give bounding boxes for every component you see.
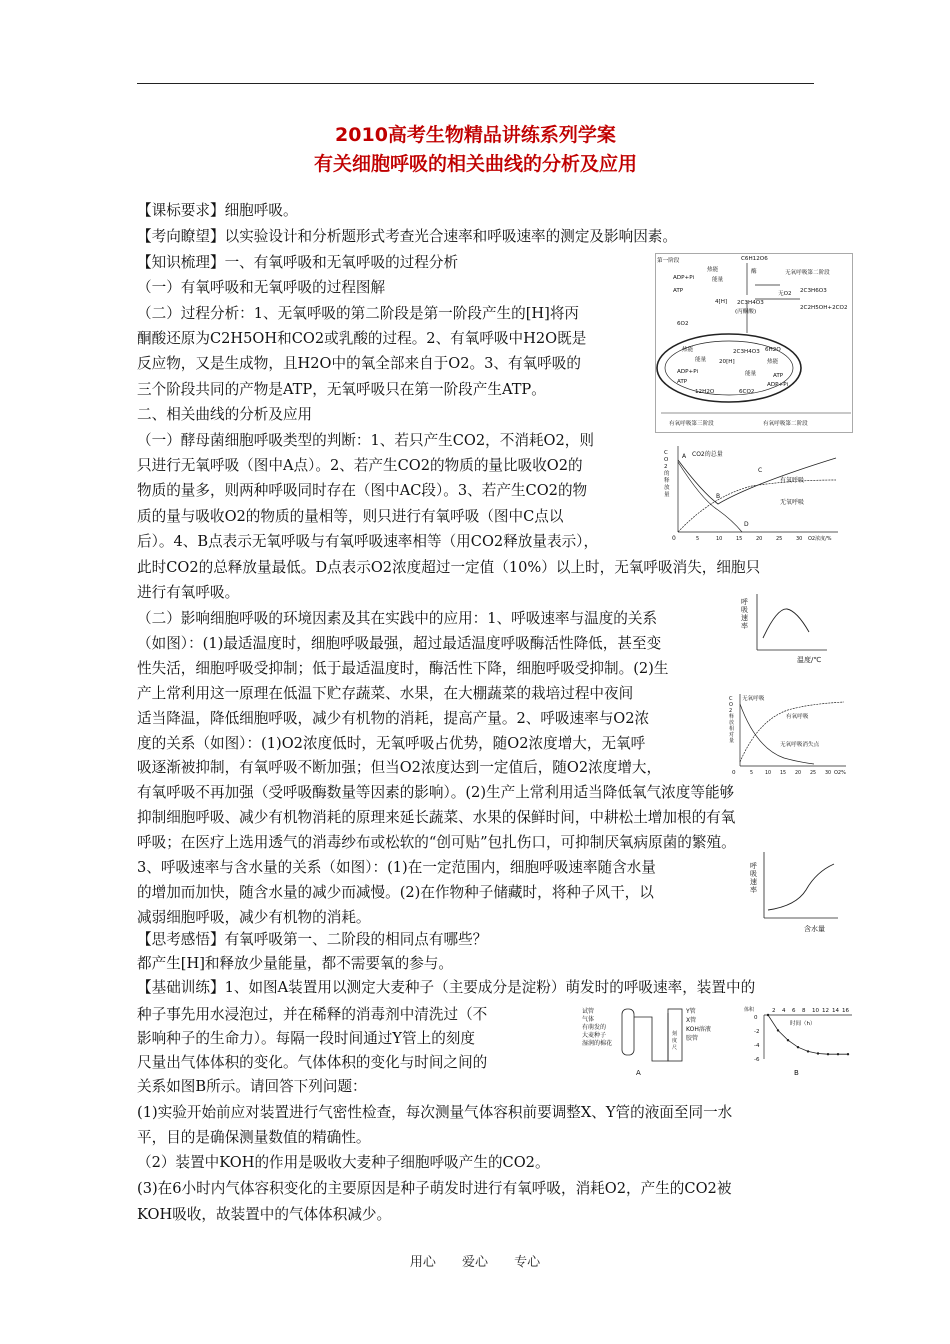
tubing — [634, 1013, 668, 1061]
fig5-xlabel: 含水量 — [804, 925, 825, 933]
fig4-ylabel-char: 放 — [729, 720, 735, 726]
x-tick: 5 — [750, 771, 754, 776]
text-line: （2）装置中KOH的作用是吸收大麦种子细胞呼吸产生的CO2。 — [137, 1154, 550, 1171]
page-footer: 用心 爱心 专心 — [409, 1255, 541, 1270]
x-tick: 15 — [780, 771, 787, 776]
fig1-pyruvate: 2C3H4O3 — [737, 300, 764, 306]
fig-a-label: A — [636, 1069, 641, 1077]
text-line: 种子事先用水浸泡过，并在稀释的消毒剂中清洗过（不 — [137, 1006, 488, 1023]
co2-release-curve-figure — [662, 440, 856, 545]
text-line: （一）有氧呼吸和无氧呼吸的过程图解 — [137, 279, 386, 296]
text-line: 尺量出气体体积的变化。气体体积的变化与时间之间的 — [137, 1054, 488, 1071]
x-tick: 4 — [782, 1008, 786, 1014]
svg-text:率: 率 — [741, 622, 748, 630]
x-tick: 20 — [756, 536, 763, 542]
text-line: 【课标要求】细胞呼吸。 — [137, 202, 298, 219]
temperature-curve-figure — [735, 590, 830, 668]
fig1-energy3: 能量 — [745, 371, 757, 377]
anaerobic-end-label: 无氧呼吸消失点 — [780, 742, 820, 748]
x-tick: 15 — [736, 536, 743, 542]
xlabel: O2浓度/% — [808, 536, 832, 542]
x-tick: 10 — [716, 536, 723, 542]
svg-text:刻: 刻 — [672, 1031, 678, 1037]
fig1-atp: ATP — [673, 288, 684, 294]
text-line: 【思考感悟】有氧呼吸第一、二阶段的相同点有哪些？ — [137, 931, 488, 948]
origin: 0 — [672, 535, 676, 542]
fig1-glucose: C6H12O6 — [741, 256, 768, 262]
text-line: 三个阶段共同的产物是ATP，无氧呼吸只在第一阶段产生ATP。 — [137, 381, 546, 398]
text-line: （二）影响细胞呼吸的环境因素及其在实践中的应用：1、呼吸速率与温度的关系 — [137, 610, 658, 627]
svg-text:速: 速 — [750, 878, 757, 886]
fig1-energy2: 能量 — [695, 357, 707, 363]
y-tube-label: Y管 — [686, 1008, 696, 1015]
text-line: 度的关系（如图）：(1)O2浓度低时，无氧呼吸占优势，随O2浓度增大，无氧呼 — [137, 735, 646, 752]
fig4-ylabel-char: 量 — [729, 738, 735, 744]
fig2-ylabel-char: 2 — [664, 464, 668, 470]
xlabel: 时间（h） — [790, 1021, 816, 1027]
y-tick: 0 — [754, 1015, 758, 1021]
x-tick: 5 — [696, 536, 700, 542]
svg-text:体积: 体积 — [744, 1007, 755, 1013]
fig1-stage1: 第一阶段 — [657, 258, 680, 264]
svg-text:吸: 吸 — [750, 870, 757, 878]
koh-label: KOH溶液 — [686, 1026, 711, 1033]
seeds-label-2: 大麦种子 — [582, 1032, 607, 1039]
svg-text:度: 度 — [672, 1038, 678, 1044]
svg-text:率: 率 — [750, 886, 757, 894]
x-tick: 20 — [795, 771, 802, 776]
fig1-6o2: 6O2 — [677, 321, 689, 327]
total-label: CO2的总量 — [692, 451, 723, 458]
test-tube — [622, 1009, 634, 1055]
fig1-enzyme: 酶 — [751, 269, 757, 275]
text-line: (3)在6小时内气体容积变化的主要原因是种子萌发时进行有氧呼吸，消耗O2，产生的CO2被 — [137, 1180, 732, 1197]
text-line: (1)实验开始前应对装置进行气密性检查，每次测量气体容积前要调整X、Y管的液面至同一水 — [137, 1104, 733, 1121]
text-line: 的增加而加快，随含水量的减少而减慢。(2)在作物种子储藏时，将种子风干，以 — [137, 884, 654, 901]
origin: 0 — [732, 770, 736, 776]
water-content-curve — [768, 864, 834, 910]
x-tick: 8 — [802, 1008, 806, 1014]
fig2-ylabel-char: 的 — [664, 471, 670, 477]
svg-text:吸: 吸 — [741, 606, 748, 614]
svg-text:呼: 呼 — [750, 862, 757, 870]
text-line: 后）。4、B点表示无氧呼吸与有氧呼吸速率相等（用CO2释放量表示）， — [137, 533, 599, 550]
point-d: D — [744, 521, 749, 528]
text-line: 产上常利用这一原理在低温下贮存蔬菜、水果，在大棚蔬菜的栽培过程中夜间 — [137, 685, 634, 702]
text-line: 有氧呼吸不再加强（受呼吸酶数量等因素的影响）。(2)生产上常利用适当降低氧气浓度等能够 — [137, 784, 735, 801]
fig1-6h2o: 6H2O — [765, 347, 781, 353]
fig1-heat: 热能 — [707, 267, 719, 273]
x-tick: 12 — [822, 1008, 829, 1014]
gas-label: 气体 — [582, 1016, 595, 1023]
text-line: （二）过程分析：1、无氧呼吸的第二阶段是第一阶段产生的[H]将丙 — [137, 305, 580, 322]
fig4-ylabel-char: O — [729, 702, 733, 708]
text-line: 减弱细胞呼吸，减少有机物的消耗。 — [137, 909, 371, 926]
x-tick: 25 — [776, 536, 783, 542]
page-title: 2010高考生物精品讲练系列学案 — [335, 124, 616, 146]
text-line: 平，目的是确保测量数值的精确性。 — [137, 1129, 371, 1146]
header-rule — [137, 83, 814, 84]
fig2-ylabel-char: 放 — [664, 485, 670, 491]
text-line: 二、相关曲线的分析及应用 — [137, 406, 313, 423]
apparatus-and-chart-figure — [582, 1003, 857, 1078]
text-line: 质的量与吸收O2的物质的量相等，则只进行有氧呼吸（图中C点以 — [137, 508, 564, 525]
fig2-ylabel-char: 释 — [664, 478, 670, 484]
fig1-pyruvate-label: (丙酮酸) — [735, 309, 757, 315]
x-tick: 6 — [792, 1008, 796, 1014]
fig1-adp3: ADP+Pi — [767, 382, 788, 388]
fig1-stage3: 有氧呼吸第三阶段 — [669, 421, 714, 427]
fig1-anaerobic2: 无氧呼吸第二阶段 — [785, 270, 830, 276]
point-a: A — [682, 453, 687, 460]
x-tick: 14 — [832, 1008, 839, 1014]
anaerobic-label: 无氧呼吸 — [780, 499, 805, 506]
temperature-curve — [763, 609, 809, 638]
text-line: 【考向瞭望】以实验设计和分析题形式考查光合速率和呼吸速率的测定及影响因素。 — [137, 228, 677, 245]
text-line: 此时CO2的总释放量最低。D点表示O2浓度超过一定值（10%）以上时，无氧呼吸消失，细胞只 — [137, 559, 761, 576]
total-co2-curve — [678, 458, 836, 504]
fig4-ylabel-char: 2 — [729, 708, 733, 714]
x-tick: 16 — [842, 1008, 849, 1014]
fig1-heat3: 热能 — [767, 359, 779, 365]
svg-text:速: 速 — [741, 614, 748, 622]
point-c: C — [758, 467, 763, 474]
fig1-4h: 4[H] — [715, 299, 728, 305]
text-line: 【知识梳理】一、有氧呼吸和无氧呼吸的过程分析 — [137, 254, 459, 271]
fig1-6co2: 6CO2 — [739, 389, 755, 395]
fig1-atp2: ATP — [677, 379, 688, 385]
page-subtitle: 有关细胞呼吸的相关曲线的分析及应用 — [313, 153, 637, 175]
fig2-ylabel-char: O — [664, 457, 669, 463]
x-tick: 2 — [772, 1008, 776, 1014]
fig2-ylabel-char: 量 — [664, 492, 670, 498]
anaerobic-label: 无氧呼吸 — [742, 696, 765, 702]
text-line: 抑制细胞呼吸、减少有机物消耗的原理来延长蔬菜、水果的保鲜时间，中耕松土增加根的有氧 — [137, 809, 736, 826]
x-tick: 25 — [810, 771, 817, 776]
fig-b-label: B — [794, 1069, 799, 1077]
water-content-curve-figure — [746, 848, 842, 936]
fig1-ethanol: 2C2H5OH+2CO2 — [800, 305, 848, 311]
text-line: （如图）：(1)最适温度时，细胞呼吸最强，超过最适温度呼吸酶活性降低，甚至变 — [137, 635, 662, 652]
fig2-ylabel-char: C — [664, 450, 668, 456]
text-line: 只进行无氧呼吸（图中A点）。2、若产生CO2的物质的量比吸收O2的 — [137, 457, 583, 474]
text-line: 酮酸还原为C2H5OH和CO2或乳酸的过程。2、有氧呼吸中H2O既是 — [137, 330, 587, 347]
x-tube-label: X管 — [686, 1017, 697, 1024]
point-b: B — [716, 493, 721, 500]
text-line: 3、呼吸速率与含水量的关系（如图）：(1)在一定范围内，细胞呼吸速率随含水量 — [137, 859, 656, 876]
fig4-ylabel-char: 释 — [729, 714, 735, 720]
fig1-energy: 能量 — [712, 277, 724, 283]
text-line: （一）酵母菌细胞呼吸类型的判断：1、若只产生CO2，不消耗O2，则 — [137, 432, 594, 449]
aerobic-label: 有氧呼吸 — [786, 714, 809, 720]
text-line: 【基础训练】1、如图A装置用以测定大麦种子（主要成分是淀粉）萌发时的呼吸速率，装置中的 — [137, 979, 756, 996]
fig3-xlabel: 温度/℃ — [797, 656, 822, 664]
y-tick: -6 — [754, 1057, 760, 1063]
fig1-adp2: ADP+Pi — [677, 369, 698, 375]
text-line: 进行有氧呼吸。 — [137, 584, 240, 601]
x-tick: 30 — [796, 536, 803, 542]
fig4-ylabel-char: 对 — [729, 732, 735, 738]
cotton-label: 湿润的棉花 — [582, 1040, 613, 1047]
text-line: 性失活，细胞呼吸受抑制；低于最适温度时，酶活性下降，细胞呼吸受抑制。(2)生 — [137, 660, 669, 677]
anaerobic-curve — [740, 704, 814, 764]
x-tick: 10 — [812, 1008, 819, 1014]
text-line: 物质的量多，则两种呼吸同时存在（图中AC段）。3、若产生CO2的物 — [137, 482, 588, 499]
rubber-label: 胶管 — [686, 1035, 699, 1042]
fig1-noO2: 无O2 — [778, 291, 792, 297]
text-line: 吸逐渐被抑制，有氧呼吸不断加强；但当O2浓度达到一定值后，随O2浓度增大， — [137, 759, 662, 776]
fig1-atp3: ATP — [773, 373, 784, 379]
aerobic-curve — [740, 702, 844, 762]
text-line: 呼吸；在医疗上选用透气的消毒纱布或松软的“创可贴”包扎伤口，可抑制厌氧病原菌的繁殖。 — [137, 834, 736, 851]
text-line: 都产生[H]和释放少量能量，都不需要氧的参与。 — [137, 955, 453, 972]
fig3-ylabel-1: 呼 — [741, 598, 748, 606]
fig1-stage2: 有氧呼吸第二阶段 — [763, 421, 808, 427]
fig1-lactic: 2C3H6O3 — [800, 288, 827, 294]
text-line: 影响种子的生命力）。每隔一段时间通过Y管上的刻度 — [137, 1030, 475, 1047]
y-tick: -2 — [754, 1029, 760, 1035]
xlabel: O2% — [834, 770, 846, 776]
fig4-ylabel-char: C — [729, 696, 733, 702]
respiration-process-diagram — [655, 253, 853, 433]
fig1-pyruvate2: 2C3H4O3 — [733, 349, 760, 355]
x-tick: 10 — [765, 771, 772, 776]
text-line: 关系如图B所示。请回答下列问题： — [137, 1078, 367, 1095]
fig1-heat2: 热能 — [682, 347, 694, 353]
fig1-adp: ADP+Pi — [673, 275, 694, 281]
aerobic-curve — [678, 480, 836, 532]
tube-label: 试管 — [582, 1008, 595, 1015]
text-line: 适当降温，降低细胞呼吸，减少有机物的消耗，提高产量。2、呼吸速率与O2浓 — [137, 710, 650, 727]
x-tick: 30 — [825, 771, 832, 776]
aerobic-label: 有氧呼吸 — [780, 477, 805, 484]
seeds-label-1: 有萌发的 — [582, 1024, 607, 1031]
text-line: KOH吸收，故装置中的气体体积减少。 — [137, 1206, 392, 1223]
o2-curve-figure — [728, 690, 850, 780]
y-tick: -4 — [754, 1043, 760, 1049]
fig1-20h: 20[H] — [719, 359, 735, 365]
fig4-ylabel-char: 相 — [729, 726, 735, 732]
text-line: 反应物，又是生成物，且H2O中的氧全部来自于O2。3、有氧呼吸的 — [137, 355, 581, 372]
fig1-12h2o: 12H2O — [695, 389, 715, 395]
svg-text:尺: 尺 — [672, 1045, 678, 1051]
